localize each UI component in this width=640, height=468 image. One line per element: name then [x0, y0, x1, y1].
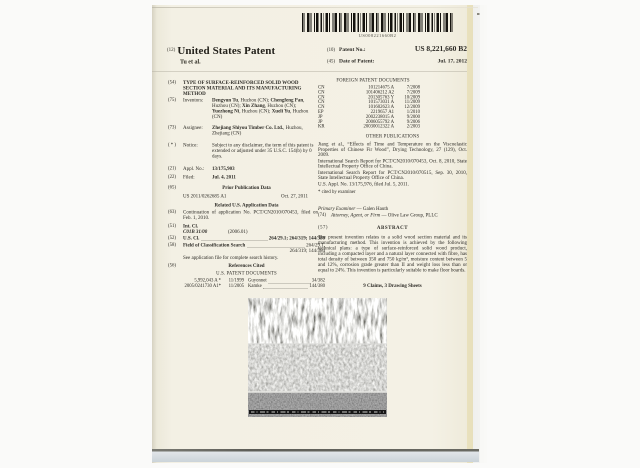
- inventors-list: Dengyun Tu, Huzhou (CN); Chengfeng Pan, Huzhou (CN); Xin Zhang, Huzhou (CN); Yuezhong Ni, Huzhou (CN); Xueli Yu, Huzhou (CN): [212, 97, 309, 120]
- intcl-field-code: (51): [168, 223, 176, 229]
- foreign-docs-header: FOREIGN PATENT DOCUMENTS: [336, 78, 410, 83]
- pub-date: Oct. 27, 2011: [280, 193, 308, 199]
- foreign-ref-date: 12/2009: [404, 104, 420, 110]
- country-code: CN: [318, 85, 325, 90]
- attorney-field-code: (74): [318, 212, 326, 218]
- intcl-label: Int. Cl.: [183, 223, 199, 229]
- publication-item: Jiang et al., “Effects of Time and Temperature on the Viscoelastic Properties of Chinese Fir Wood”, Drying Technology, 27 (129), Oct. 2009.: [318, 141, 467, 158]
- publication-item: International Search Report for PCT/CN2010/070515, Sep. 30, 2010, State Intellectual Property Office of China.: [318, 169, 467, 181]
- patent-no-value: US 8,221,660 B2: [414, 45, 467, 53]
- us-ref-number: 2005/0241730 A1*: [184, 283, 221, 289]
- field-label: Field of Classification Search: [183, 242, 246, 248]
- uscl-label: U.S. Cl.: [183, 235, 200, 241]
- filed-field-code: (22): [168, 174, 176, 180]
- appl-value: 13/175,903: [212, 166, 235, 172]
- us-ref-class: 34/382: [311, 278, 325, 283]
- foreign-ref-date: 9/2006: [406, 119, 420, 125]
- title-entry: [168, 80, 325, 97]
- intcl-class: C01B 31/00: [183, 229, 208, 235]
- other-publications-header: OTHER PUBLICATIONS: [365, 134, 420, 140]
- right-column: [318, 78, 467, 289]
- title-field-code: (54): [168, 80, 176, 85]
- patent-page: [152, 5, 487, 463]
- foreign-ref-number: 201305763 Y: [368, 94, 394, 100]
- abstract-field-code: (57): [318, 225, 328, 231]
- search-history-note: See application file for complete search history.: [183, 255, 279, 261]
- foreign-refs-list: [318, 86, 467, 130]
- assignee-value: Zhejiang Shiyou Timber Co. Ltd., Huzhou, Zhejiang (CN): [212, 125, 303, 136]
- foreign-ref-number: 101573031 A: [368, 99, 394, 105]
- date-value: Jul. 17, 2012: [437, 58, 467, 64]
- related-field-code: (63): [168, 209, 176, 215]
- related-header-text: Related U.S. Application Data: [214, 202, 279, 208]
- foreign-ref-row: [318, 125, 467, 130]
- dot-leader: [201, 237, 267, 242]
- assignee-label: Assignee:: [183, 125, 203, 131]
- foreign-ref-date: 9/2000: [406, 114, 420, 120]
- inventors-entry: [168, 98, 325, 120]
- document-title: United States Patent: [177, 44, 276, 57]
- cited-by-examiner-note: * cited by examiner: [318, 189, 356, 195]
- notice-text: Subject to any disclaimer, the term of this patent is extended or adjusted under 35 U.S.C. 154(b) by 0 days.: [212, 142, 314, 159]
- foreign-ref-number: 2006055792 A: [365, 119, 394, 125]
- references-cited-header: [168, 263, 325, 269]
- us-ref-name: Kamke: [248, 283, 262, 289]
- date-label: Date of Patent:: [339, 58, 375, 64]
- int-cl-class-row: [168, 229, 325, 235]
- left-column: [168, 78, 325, 289]
- appl-field-code: (21): [168, 166, 176, 171]
- foreign-ref-date: 2/2003: [406, 124, 420, 130]
- dot-leader: [263, 284, 308, 289]
- us-ref-number: 5,992,043 A *: [194, 278, 221, 283]
- foreign-ref-date: 1/2010: [406, 109, 420, 115]
- country-code: KR: [318, 124, 325, 130]
- filed-label: Filed:: [183, 174, 195, 180]
- prior-publication-row: [168, 194, 325, 200]
- foreign-ref-number: 101602623 A: [368, 104, 394, 110]
- attorney-text: Attorney, Agent, or Firm — Olive Law Group, PLLC: [331, 212, 438, 219]
- abstract-header: [318, 225, 467, 231]
- notice-label: Notice:: [183, 142, 198, 148]
- patent-date-row: [327, 58, 467, 65]
- foreign-ref-date: 7/2008: [406, 85, 420, 90]
- us-patent-docs-header: U.S. PATENT DOCUMENTS: [216, 271, 277, 276]
- abstract-text: The present invention relates to a solid wood section material and its manufacturing method. This invention is achieved by the following technical plans: a type of surface-reinforced solid wood product, including a compacted layer and a natural layer connected with fibre, has total density of between 350 and 750 kg/m³, moisture content between 5 and 12%, corrosion grade greater than II and weight loss less than or equal to 24%. This invention is particularly suitable to make floor boards.: [318, 234, 467, 274]
- foreign-ref-date: 10/2009: [404, 94, 420, 100]
- date-code: (45): [327, 59, 335, 64]
- header-divider: [152, 72, 467, 73]
- country-code: CN: [318, 104, 325, 110]
- field-value-1: 264/29.1,: [306, 242, 325, 248]
- inventors-field-code: (75): [168, 97, 176, 103]
- field-field-code: (58): [168, 242, 176, 248]
- sem-micrograph-figure: [248, 298, 387, 417]
- patent-no-code: (10): [327, 47, 335, 53]
- us-ref-name: Guyonnet: [248, 278, 267, 283]
- barcode-icon: [302, 13, 453, 32]
- pub-number: US 2011/0262685 A1: [183, 193, 227, 199]
- notice-field-code: ( * ): [168, 142, 176, 148]
- foreign-ref-number: 101406212 A2: [365, 89, 394, 95]
- us-ref-class: 144/380: [309, 283, 325, 289]
- country-code: CN: [318, 99, 325, 105]
- header-left: [167, 44, 317, 66]
- us-cl-entry: [168, 236, 325, 242]
- foreign-ref-date: 11/2009: [404, 99, 420, 105]
- appl-no-entry: [168, 166, 325, 172]
- claims-note: 9 Claims, 3 Drawing Sheets: [363, 283, 422, 289]
- notice-entry: [168, 143, 325, 160]
- foreign-ref-number: 2002238015 A: [365, 114, 394, 120]
- page-top-edge: [152, 7, 478, 8]
- micrograph-image: [248, 298, 387, 417]
- publication-item: U.S. Appl. No. 13/175,976, filed Jul. 5, 2011.: [318, 181, 409, 187]
- header-right: [327, 46, 467, 65]
- pub-header-text: Prior Publication Data: [222, 185, 271, 191]
- invention-title: TYPE OF SURFACE-REINFORCED SOLID WOOD SECTION MATERIAL AND ITS MANUFACTURING METHOD: [183, 80, 302, 97]
- primary-examiner-line: Primary Examiner — Galen Hauth: [318, 206, 389, 212]
- publications-list: [318, 142, 467, 187]
- refs-header-text: References Cited: [228, 263, 265, 269]
- filed-entry: [168, 175, 325, 181]
- foreign-ref-number: 101214675 A: [368, 85, 394, 90]
- barcode-text: US008221660B2: [358, 33, 397, 38]
- us-ref-date: 11/2005: [228, 283, 244, 289]
- assignee-entry: [168, 125, 325, 136]
- country-code: CN: [318, 94, 325, 100]
- appl-label: Appl. No.:: [183, 166, 205, 172]
- foreign-ref-number: 20030012322 A: [363, 124, 394, 130]
- publication-item: International Search Report for PCT/CN2010/070453, Oct. 8, 2010, State Intellectual Property Office of China.: [318, 158, 467, 170]
- foreign-ref-number: 2219657 A1: [370, 109, 394, 115]
- inventors-label: Inventors:: [183, 97, 204, 103]
- patent-number-row: [327, 46, 467, 54]
- related-entry: [168, 210, 325, 221]
- kind-code: (12): [167, 47, 176, 53]
- below-page-strip: [152, 452, 479, 463]
- foreign-ref-date: 7/2009: [406, 89, 420, 95]
- field-value-2: 264/319; 144/380: [289, 248, 325, 254]
- related-text: Continuation of application No. PCT/CN2010/070453, filed on Feb. 1, 2010.: [183, 209, 318, 221]
- patent-no-label: Patent No.:: [339, 46, 366, 53]
- dot-leader: [268, 279, 310, 284]
- country-code: JP: [318, 114, 323, 120]
- field-search-line2: [168, 248, 325, 254]
- related-app-header: [168, 203, 325, 209]
- us-ref-row: [168, 283, 325, 288]
- prior-publication-header: [168, 185, 325, 191]
- attorney-line: [318, 213, 467, 219]
- intcl-version: (2006.01): [228, 229, 248, 235]
- filed-value: Jul. 4, 2011: [212, 174, 236, 180]
- inventor-short-name: Tu et al.: [180, 58, 201, 65]
- scan-speck: [477, 13, 480, 15]
- country-code: EP: [318, 109, 324, 115]
- pub-field-code: (65): [168, 185, 176, 190]
- us-ref-date: 11/1999: [228, 278, 244, 283]
- assignee-field-code: (73): [168, 125, 176, 130]
- uscl-value: 264/29.1; 264/319; 144/380: [268, 235, 325, 241]
- country-code: CN: [318, 89, 325, 95]
- country-code: JP: [318, 119, 323, 125]
- scanned-patent-page: [152, 5, 487, 463]
- uscl-field-code: (52): [168, 235, 176, 241]
- abstract-header-text: ABSTRACT: [376, 225, 409, 231]
- refs-field-code: (56): [168, 263, 176, 268]
